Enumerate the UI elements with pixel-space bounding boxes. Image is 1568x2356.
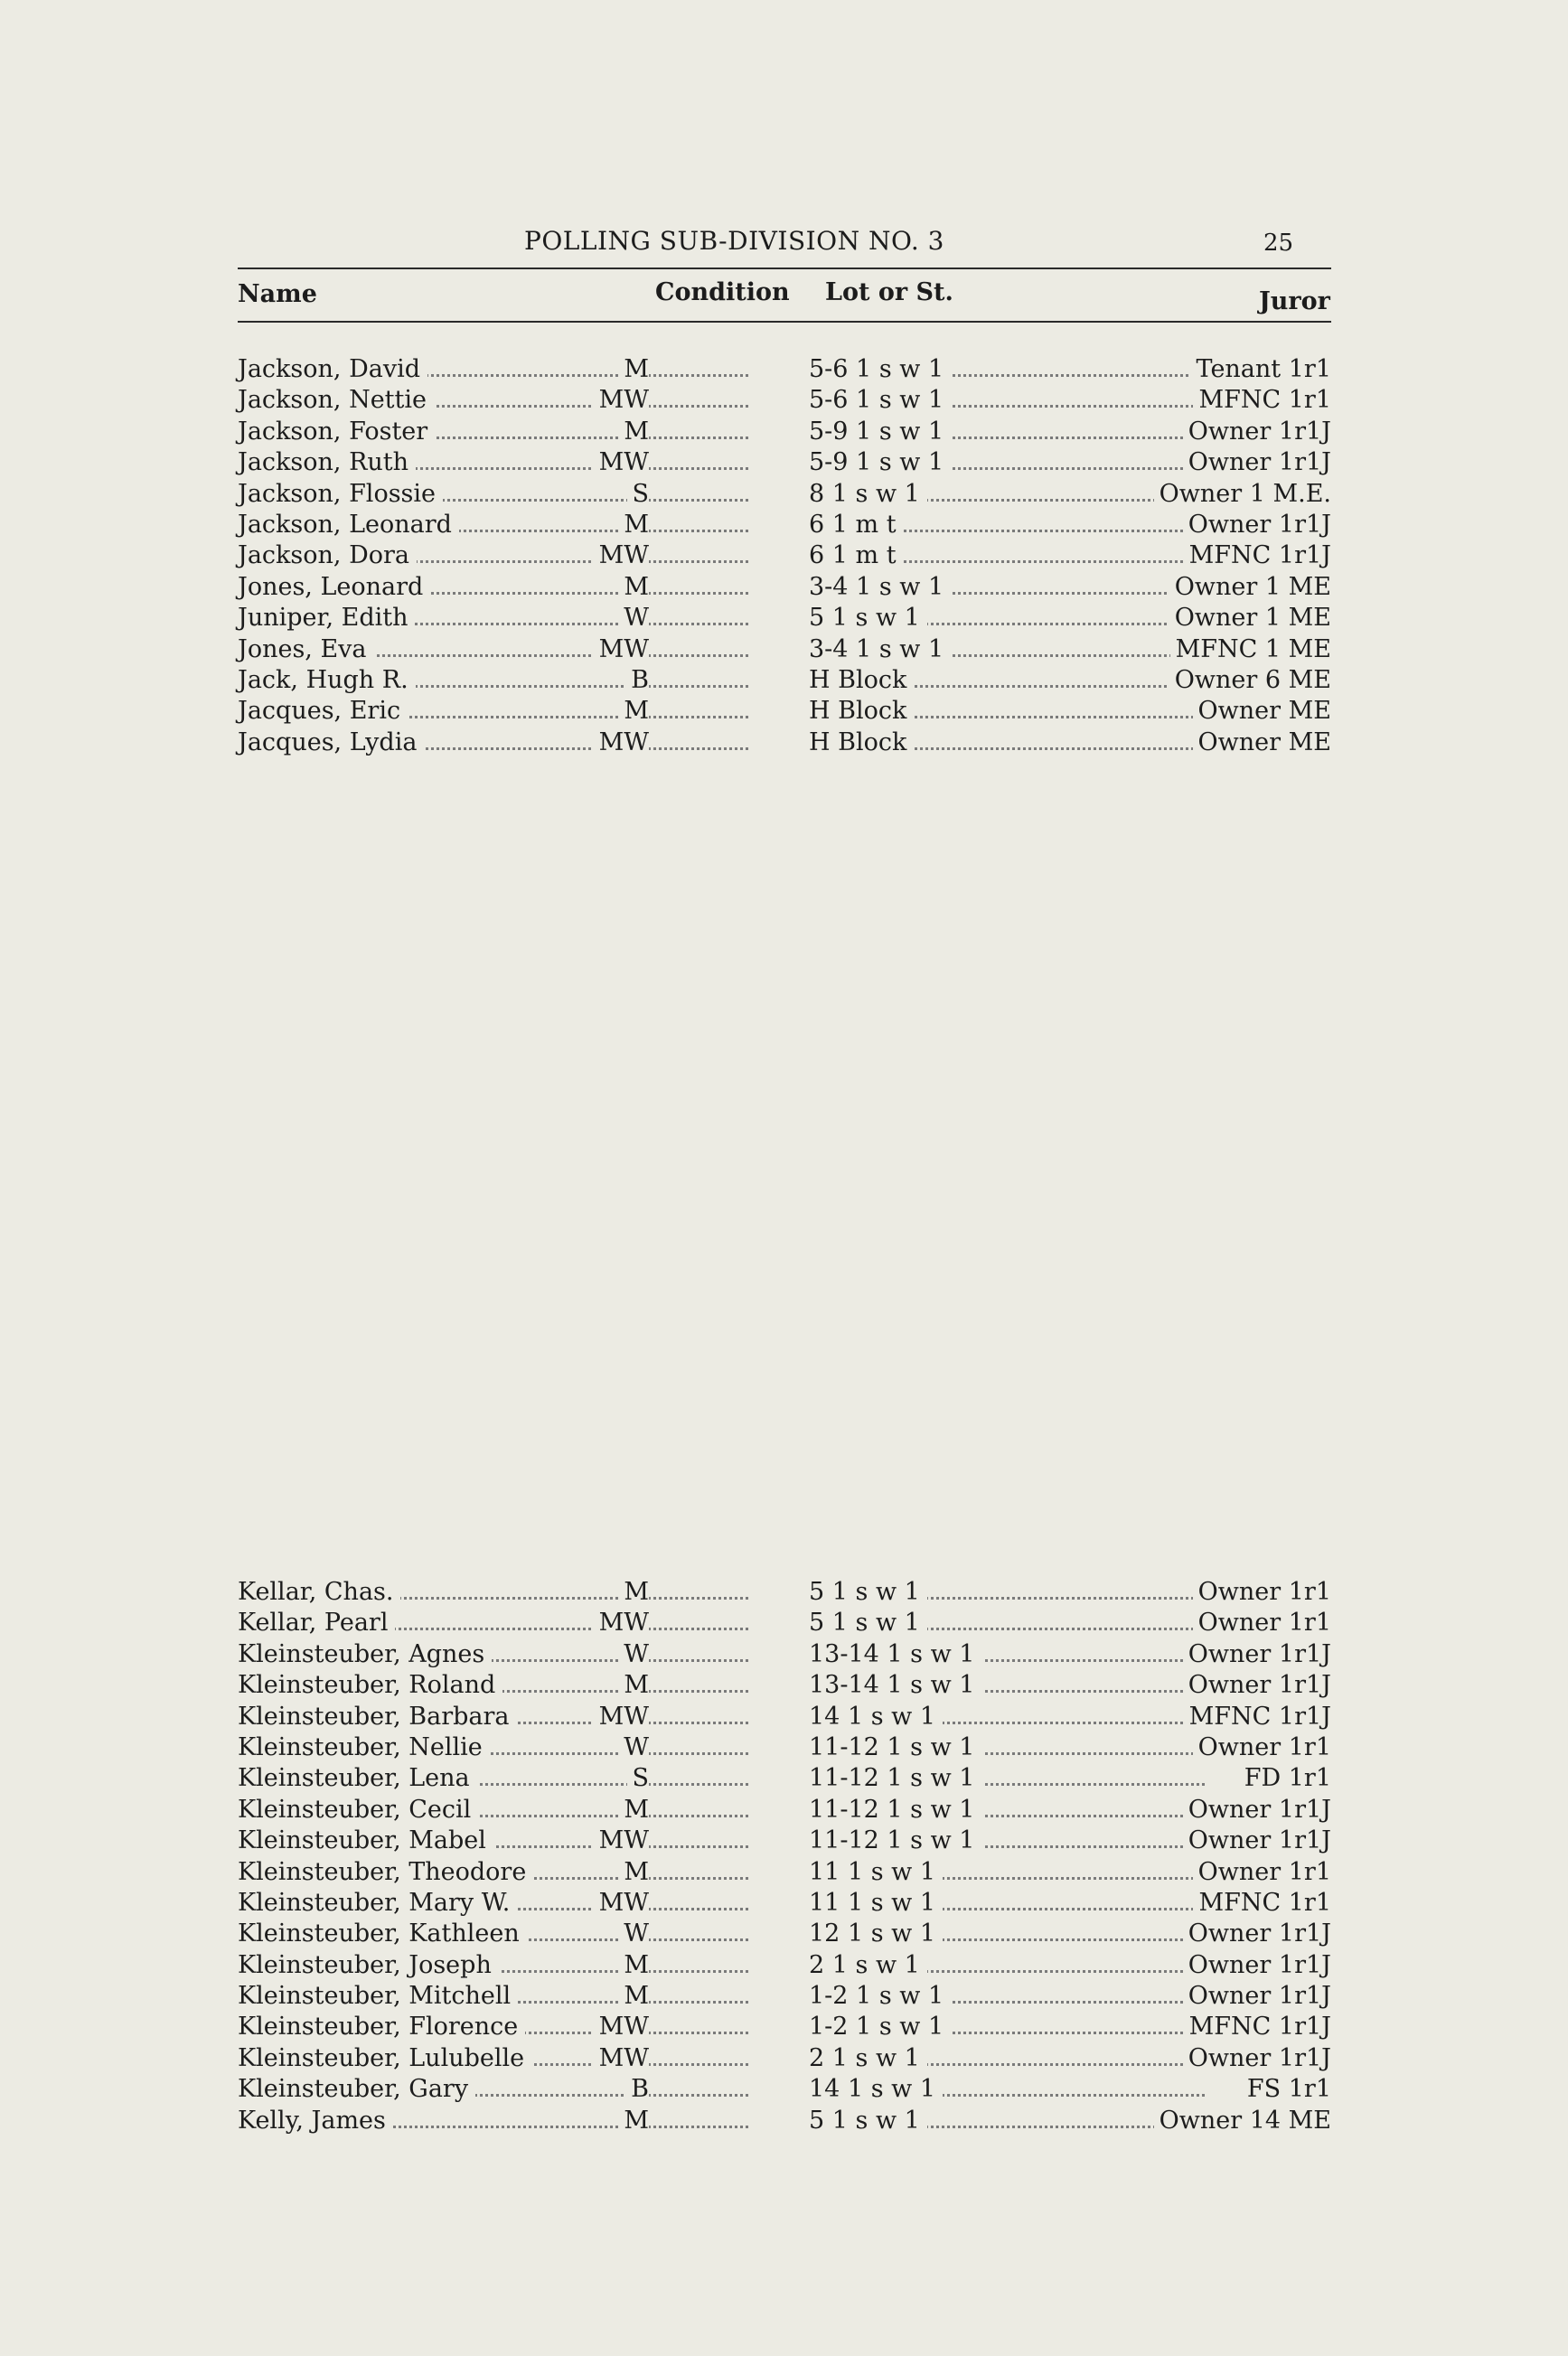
voter-lot: 5 1 s w 1 <box>809 1577 927 1608</box>
voter-juror-status: Owner 1 M.E. <box>1154 479 1331 510</box>
list-item <box>238 1670 1331 1701</box>
column-header-juror: Juror <box>1259 287 1330 315</box>
list-item <box>238 1702 1331 1732</box>
voter-name: Jackson, David <box>238 354 427 385</box>
voter-lot: 5-6 1 s w 1 <box>809 354 951 385</box>
voter-lot: 5-6 1 s w 1 <box>809 385 951 416</box>
column-header-name: Name <box>238 280 317 308</box>
list-item <box>238 603 1331 634</box>
voter-lot: 6 1 m t <box>809 510 904 540</box>
voter-juror-status: Owner 1r1J <box>1183 1795 1331 1826</box>
column-header-lot: Lot or St. <box>825 278 953 306</box>
voter-lot: H Block <box>809 665 914 696</box>
voter-lot: 11-12 1 s w 1 <box>809 1763 982 1794</box>
list-item <box>238 696 1331 727</box>
voter-lot: 2 1 s w 1 <box>809 1950 927 1981</box>
voter-name: Kelly, James <box>238 2106 393 2136</box>
list-item <box>238 1919 1331 1949</box>
voter-condition: M <box>618 1577 649 1608</box>
voter-condition: W <box>618 1919 649 1949</box>
list-item <box>238 2074 1331 2105</box>
voter-lot: 5-9 1 s w 1 <box>809 447 951 478</box>
voter-condition: MW <box>594 634 649 665</box>
list-item <box>238 385 1331 416</box>
voter-lot: 5-9 1 s w 1 <box>809 417 951 447</box>
list-item <box>238 634 1331 665</box>
voter-lot: 11-12 1 s w 1 <box>809 1826 982 1856</box>
voter-juror-status: Owner 1r1J <box>1183 1919 1331 1949</box>
voter-lot: H Block <box>809 696 914 727</box>
voter-juror-status: Owner 1r1J <box>1183 417 1331 447</box>
voter-juror-status: Owner 1r1 <box>1193 1608 1331 1638</box>
list-item <box>238 1826 1331 1856</box>
voter-lot: H Block <box>809 727 914 758</box>
voter-list-section-j <box>238 354 1331 758</box>
voter-juror-status: Owner 1r1J <box>1183 1639 1331 1670</box>
header-rule-top <box>238 268 1331 269</box>
list-item <box>238 447 1331 478</box>
column-header-condition: Condition <box>655 278 790 306</box>
voter-name: Kellar, Chas. <box>238 1577 400 1608</box>
voter-condition: W <box>618 1639 649 1670</box>
voter-juror-status: MFNC 1r1J <box>1184 1702 1331 1732</box>
voter-lot: 11 1 s w 1 <box>809 1857 943 1888</box>
voter-juror-status: Owner 14 ME <box>1154 2106 1331 2136</box>
voter-condition: B <box>625 2074 649 2105</box>
voter-condition: M <box>618 1795 649 1826</box>
voter-condition: M <box>618 1670 649 1701</box>
running-head <box>0 226 1568 262</box>
voter-name: Kleinsteuber, Roland <box>238 1670 502 1701</box>
voter-name: Kleinsteuber, Theodore <box>238 1857 533 1888</box>
voter-juror-status: MFNC 1r1 <box>1193 385 1331 416</box>
voter-condition: MW <box>594 1702 649 1732</box>
voter-name: Jackson, Flossie <box>238 479 443 510</box>
voter-name: Kleinsteuber, Kathleen <box>238 1919 527 1949</box>
list-item <box>238 1608 1331 1638</box>
voter-lot: 11 1 s w 1 <box>809 1888 943 1919</box>
voter-juror-status: Owner ME <box>1193 727 1331 758</box>
voter-name: Kleinsteuber, Agnes <box>238 1639 492 1670</box>
voter-juror-status: FD 1r1 <box>1239 1763 1331 1794</box>
voter-name: Jacques, Eric <box>238 696 408 727</box>
voter-name: Kleinsteuber, Mabel <box>238 1826 493 1856</box>
voter-name: Kleinsteuber, Mary W. <box>238 1888 517 1919</box>
column-headers <box>238 271 1331 316</box>
voter-lot: 13-14 1 s w 1 <box>809 1639 982 1670</box>
voter-name: Jackson, Leonard <box>238 510 459 540</box>
voter-name: Kleinsteuber, Nellie <box>238 1732 490 1763</box>
voter-condition: MW <box>594 2043 649 2074</box>
voter-lot: 14 1 s w 1 <box>809 2074 943 2105</box>
voter-condition: M <box>618 696 649 727</box>
list-item <box>238 727 1331 758</box>
voter-juror-status: Owner 1r1J <box>1183 510 1331 540</box>
voter-lot: 6 1 m t <box>809 540 904 571</box>
voter-condition: MW <box>594 2012 649 2042</box>
voter-juror-status: MFNC 1r1J <box>1184 540 1331 571</box>
voter-condition: MW <box>594 1888 649 1919</box>
voter-juror-status: Owner 1 ME <box>1169 572 1331 603</box>
voter-lot: 11-12 1 s w 1 <box>809 1732 982 1763</box>
voter-lot: 3-4 1 s w 1 <box>809 634 951 665</box>
voter-name: Jack, Hugh R. <box>238 665 416 696</box>
voter-condition: S <box>627 479 650 510</box>
voter-lot: 12 1 s w 1 <box>809 1919 943 1949</box>
voter-juror-status: Owner 6 ME <box>1169 665 1331 696</box>
voter-lot: 1-2 1 s w 1 <box>809 1981 951 2012</box>
voter-juror-status: Owner ME <box>1193 696 1331 727</box>
list-item <box>238 1763 1331 1794</box>
voter-name: Jackson, Nettie <box>238 385 434 416</box>
voter-juror-status: Owner 1r1 <box>1193 1732 1331 1763</box>
header-rule-bottom <box>238 321 1331 323</box>
voter-condition: M <box>618 1950 649 1981</box>
voter-name: Kleinsteuber, Cecil <box>238 1795 478 1826</box>
voter-list-section-k <box>238 1577 1331 2136</box>
voter-condition: M <box>618 1857 649 1888</box>
voter-juror-status: Owner 1r1 <box>1193 1577 1331 1608</box>
voter-juror-status: MFNC 1r1 <box>1193 1888 1331 1919</box>
voter-juror-status: Owner 1r1J <box>1183 1981 1331 2012</box>
voter-name: Jackson, Foster <box>238 417 435 447</box>
voter-condition: MW <box>594 727 649 758</box>
list-item <box>238 1732 1331 1763</box>
voter-name: Kleinsteuber, Lulubelle <box>238 2043 531 2074</box>
voter-juror-status: FS 1r1 <box>1242 2074 1331 2105</box>
list-item <box>238 1795 1331 1826</box>
voter-juror-status: Owner 1r1J <box>1183 1950 1331 1981</box>
voter-condition: S <box>627 1763 650 1794</box>
list-item <box>238 2012 1331 2042</box>
voter-juror-status: Owner 1r1J <box>1183 447 1331 478</box>
list-item <box>238 1981 1331 2012</box>
voter-lot: 5 1 s w 1 <box>809 1608 927 1638</box>
list-item <box>238 1577 1331 1608</box>
voter-juror-status: Owner 1 ME <box>1169 603 1331 634</box>
page-title: POLLING SUB-DIVISION NO. 3 <box>524 226 944 256</box>
voter-condition: B <box>625 665 649 696</box>
voter-condition: M <box>618 1981 649 2012</box>
voter-juror-status: Owner 1r1J <box>1183 1670 1331 1701</box>
voter-name: Jones, Leonard <box>238 572 430 603</box>
voter-lot: 5 1 s w 1 <box>809 2106 927 2136</box>
voter-name: Kleinsteuber, Mitchell <box>238 1981 518 2012</box>
voter-lot: 14 1 s w 1 <box>809 1702 943 1732</box>
voter-lot: 1-2 1 s w 1 <box>809 2012 951 2042</box>
voter-condition: MW <box>594 447 649 478</box>
voter-lot: 11-12 1 s w 1 <box>809 1795 982 1826</box>
voter-condition: W <box>618 1732 649 1763</box>
voter-condition: MW <box>594 540 649 571</box>
voter-name: Kleinsteuber, Lena <box>238 1763 477 1794</box>
list-item <box>238 1888 1331 1919</box>
voter-name: Jackson, Ruth <box>238 447 416 478</box>
voter-name: Jones, Eva <box>238 634 374 665</box>
list-item <box>238 2106 1331 2136</box>
list-item <box>238 479 1331 510</box>
voter-name: Kleinsteuber, Barbara <box>238 1702 516 1732</box>
voter-name: Jackson, Dora <box>238 540 417 571</box>
list-item <box>238 2043 1331 2074</box>
list-item <box>238 417 1331 447</box>
list-item <box>238 1950 1331 1981</box>
voter-juror-status: Tenant 1r1 <box>1191 354 1331 385</box>
voter-juror-status: MFNC 1 ME <box>1170 634 1331 665</box>
voter-condition: M <box>618 510 649 540</box>
voter-lot: 8 1 s w 1 <box>809 479 927 510</box>
list-item <box>238 540 1331 571</box>
voter-lot: 3-4 1 s w 1 <box>809 572 951 603</box>
list-item <box>238 354 1331 385</box>
list-item <box>238 510 1331 540</box>
voter-condition: MW <box>594 1608 649 1638</box>
page-number: 25 <box>1263 230 1294 257</box>
voter-condition: M <box>618 572 649 603</box>
voter-name: Kleinsteuber, Joseph <box>238 1950 499 1981</box>
voter-name: Juniper, Edith <box>238 603 415 634</box>
list-item <box>238 665 1331 696</box>
voter-condition: MW <box>594 385 649 416</box>
voter-juror-status: Owner 1r1J <box>1183 1826 1331 1856</box>
voter-juror-status: MFNC 1r1J <box>1184 2012 1331 2042</box>
voter-condition: M <box>618 417 649 447</box>
voter-lot: 2 1 s w 1 <box>809 2043 927 2074</box>
voter-name: Kellar, Pearl <box>238 1608 395 1638</box>
voter-name: Jacques, Lydia <box>238 727 424 758</box>
list-item <box>238 1857 1331 1888</box>
voter-lot: 5 1 s w 1 <box>809 603 927 634</box>
voter-condition: M <box>618 2106 649 2136</box>
voter-name: Kleinsteuber, Gary <box>238 2074 475 2105</box>
voter-condition: M <box>618 354 649 385</box>
voter-lot: 13-14 1 s w 1 <box>809 1670 982 1701</box>
voter-juror-status: Owner 1r1 <box>1193 1857 1331 1888</box>
voter-condition: W <box>618 603 649 634</box>
voter-name: Kleinsteuber, Florence <box>238 2012 525 2042</box>
voter-juror-status: Owner 1r1J <box>1183 2043 1331 2074</box>
list-item <box>238 1639 1331 1670</box>
voter-condition: MW <box>594 1826 649 1856</box>
list-item <box>238 572 1331 603</box>
